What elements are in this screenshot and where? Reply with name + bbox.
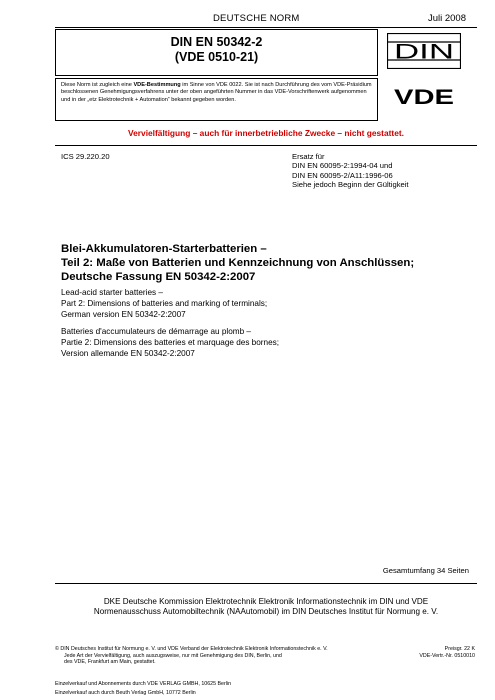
section-divider bbox=[55, 145, 477, 146]
replacement-info bbox=[292, 152, 409, 189]
ersatz-line: DIN EN 60095-2:1994-04 und bbox=[292, 161, 393, 171]
ersatz-line: Ersatz für bbox=[292, 152, 325, 161]
standard-number: DIN EN 50342-2 bbox=[170, 35, 263, 49]
vde-number: (VDE 0510-21) bbox=[174, 50, 259, 64]
copyright-line: © DIN Deutsches Institut für Normung e. V. und VDE Verband der Elektrotechnik Elektronik Informationstechnik e. V. bbox=[55, 646, 328, 652]
notice-text-b: im Sinne von VDE 0022. Sie ist nach Durchführung des vom VDE-Präsidium beschlossenen Genehmigungsverfahrens unter der oben angeführten Nummer in das VDE-Vorschriftenwerk aufgenommen und in der „etz Elektrotechnik + Automation“ bekannt gegeben worden. bbox=[61, 82, 372, 103]
committee-info bbox=[55, 597, 477, 618]
english-title-line: Lead-acid starter batteries – bbox=[61, 288, 163, 297]
notice-text-a: Diese Norm ist zugleich eine bbox=[61, 82, 134, 88]
page-count: Gesamtumfang 34 Seiten bbox=[382, 566, 469, 575]
french-title-line: Partie 2: Dimensions des batteries et marquage des bornes; bbox=[61, 337, 279, 347]
svg-text:DIN: DIN bbox=[394, 40, 454, 64]
ersatz-line: Siehe jedoch Beginn der Gültigkeit bbox=[292, 179, 409, 189]
french-title-line: Version allemande EN 50342-2:2007 bbox=[61, 348, 195, 358]
ersatz-line: DIN EN 60095-2/A11:1996-06 bbox=[292, 170, 393, 180]
notice-text-bold: VDE-Bestimmung bbox=[133, 82, 181, 88]
copyright-line: des VDE, Frankfurt am Main, gestattet. bbox=[64, 659, 156, 666]
french-title bbox=[61, 327, 461, 360]
publication-date: Juli 2008 bbox=[427, 13, 466, 24]
vde-notice bbox=[55, 78, 378, 121]
sales-info: Einzelverkauf auch durch Beuth Verlag GmbH, 10772 Berlin bbox=[55, 690, 196, 696]
vde-logo bbox=[393, 86, 455, 108]
german-title-line: Deutsche Fassung EN 50342-2:2007 bbox=[61, 271, 256, 284]
committee-line: Normenausschuss Automobiltechnik (NAAutomobil) im DIN Deutsches Institut für Normung e. V. bbox=[93, 607, 439, 617]
document-type-label: DEUTSCHE NORM bbox=[213, 13, 300, 24]
french-title-line: Batteries d'accumulateurs de démarrage au plomb – bbox=[61, 327, 251, 336]
price-group: Preisgr. 22 K bbox=[444, 646, 475, 652]
standard-number-box bbox=[55, 29, 378, 76]
sales-info: Einzelverkauf und Abonnements durch VDE VERLAG GMBH, 10625 Berlin bbox=[55, 681, 232, 687]
committee-line: DKE Deutsche Kommission Elektrotechnik Elektronik Informationstechnik im DIN und VDE bbox=[103, 597, 429, 606]
vde-distribution-number: VDE-Vertr.-Nr. 0510010 bbox=[419, 652, 475, 659]
header-divider bbox=[55, 27, 477, 28]
copyright-line: Jede Art der Vervielfältigung, auch auszugsweise, nur mit Genehmigung des DIN, Berlin, und bbox=[64, 652, 282, 659]
english-title-line: German version EN 50342-2:2007 bbox=[61, 309, 186, 319]
english-title bbox=[61, 288, 461, 321]
svg-text:VDE: VDE bbox=[394, 86, 454, 108]
din-logo bbox=[387, 33, 461, 69]
ics-code: ICS 29.220.20 bbox=[61, 152, 110, 161]
reproduction-warning: Vervielfältigung – auch für innerbetriebliche Zwecke – nicht gestattet. bbox=[128, 128, 404, 138]
footer-divider bbox=[55, 583, 477, 584]
german-title-line: Blei-Akkumulatoren-Starterbatterien – bbox=[61, 243, 267, 255]
german-title-line: Teil 2: Maße von Batterien und Kennzeichnung von Anschlüssen; bbox=[61, 257, 415, 270]
english-title-line: Part 2: Dimensions of batteries and marking of terminals; bbox=[61, 298, 268, 308]
price-info bbox=[419, 646, 475, 659]
german-title bbox=[61, 242, 461, 284]
copyright-notice bbox=[55, 646, 415, 666]
